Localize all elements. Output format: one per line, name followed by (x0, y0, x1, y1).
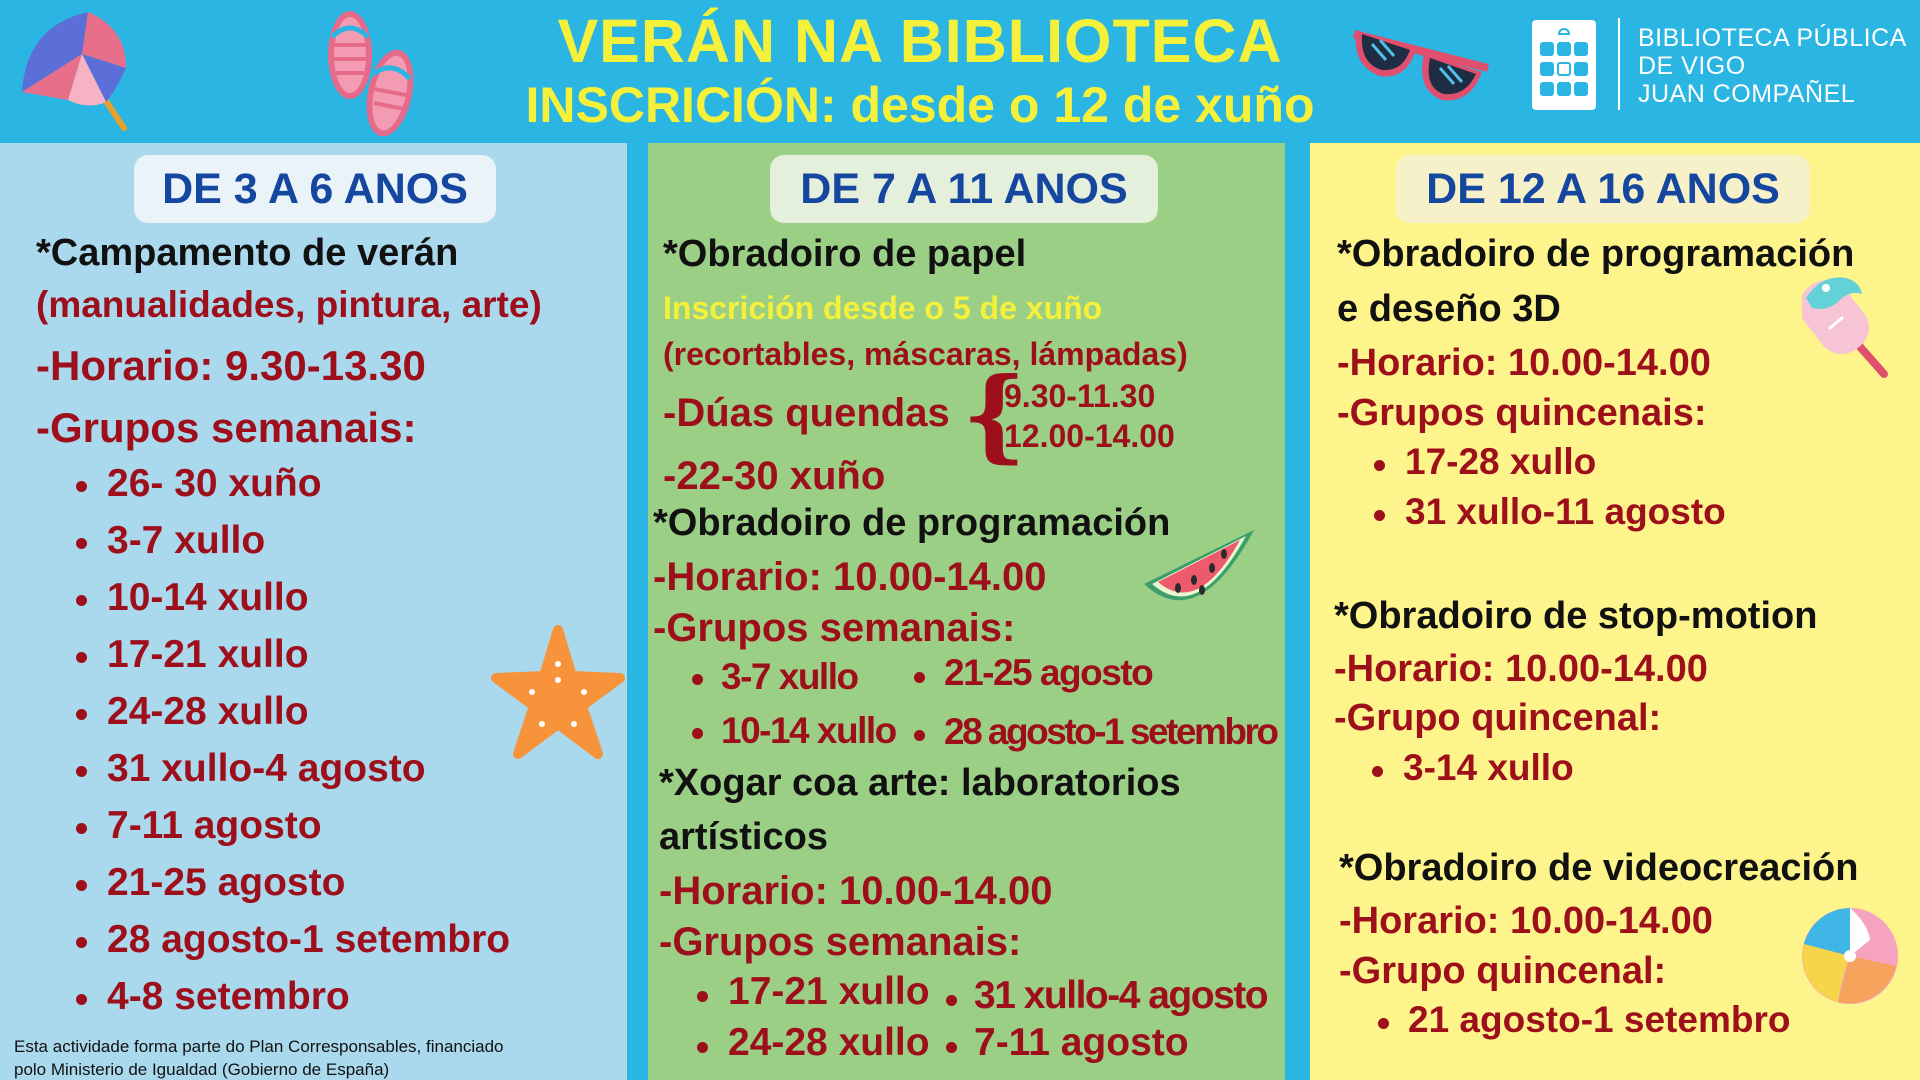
library-name-line: DE VIGO (1638, 52, 1746, 80)
list-item: 7-11 agosto (107, 804, 322, 847)
registration-note: Inscrición desde o 5 de xuño (663, 290, 1103, 326)
list-item: 31 xullo-4 agosto (107, 747, 426, 790)
activity-title: *Obradoiro de stop-motion (1334, 595, 1818, 637)
schedule-text: -Horario: 10.00-14.00 (659, 869, 1053, 913)
list-item: 21-25 agosto (107, 861, 346, 904)
age-badge-3-6: DE 3 A 6 ANOS (134, 155, 496, 223)
session-time: 9.30-11.30 (1004, 378, 1156, 414)
page-title: VERÁN NA BIBLIOTECA (557, 7, 1283, 75)
schedule-text: -Horario: 10.00-14.00 (1334, 648, 1708, 690)
activity-title: *Campamento de verán (36, 232, 459, 274)
library-name-line: BIBLIOTECA PÚBLICA (1638, 24, 1907, 52)
groups-heading: -Grupos semanais: (653, 606, 1016, 650)
bullet (76, 994, 87, 1005)
sunglasses-icon (1350, 10, 1492, 110)
activity-title: *Obradoiro de papel (663, 233, 1027, 275)
bullet (1374, 510, 1385, 521)
footnote-line: Esta actividade forma parte do Plan Corresponsables, financiado (14, 1037, 504, 1056)
bullet (76, 652, 87, 663)
library-name-line: JUAN COMPAÑEL (1638, 80, 1856, 108)
groups-heading: -Grupos semanais: (36, 404, 417, 451)
library-name (1638, 24, 1907, 108)
footnote-line: polo Ministerio de Igualdad (Gobierno de España) (14, 1060, 390, 1079)
bullet (1378, 1018, 1389, 1029)
list-item: 24-28 xullo (728, 1021, 930, 1064)
list-item: 28 agosto-1 setembro (944, 711, 1277, 752)
schedule-text: -Horario: 10.00-14.00 (1339, 900, 1713, 942)
footnote (14, 1035, 504, 1080)
popsicle-icon (1802, 272, 1894, 380)
list-item: 3-14 xullo (1403, 747, 1574, 788)
groups-heading: -Grupo quincenal: (1339, 950, 1667, 992)
brace-icon: { (962, 355, 1027, 473)
beach-umbrella-icon (16, 6, 142, 134)
bullet (914, 730, 925, 741)
header-banner (0, 0, 1920, 143)
bullet (697, 1042, 708, 1053)
logo-divider (1618, 18, 1620, 110)
activity-detail: (recortables, máscaras, lámpadas) (663, 336, 1188, 372)
starfish-icon (488, 624, 628, 764)
beach-ball-icon (1798, 904, 1902, 1008)
list-item: 26- 30 xuño (107, 462, 322, 505)
bullet (914, 672, 925, 683)
flip-flops-icon (322, 5, 422, 143)
groups-heading: -Grupos quincenais: (1337, 392, 1707, 434)
bullet (76, 709, 87, 720)
bullet (946, 995, 957, 1006)
groups-heading: -Grupos semanais: (659, 920, 1022, 964)
bullet (76, 595, 87, 606)
activity-title-cont: artísticos (659, 816, 828, 858)
bullet (946, 1042, 957, 1053)
schedule-text: -Horario: 9.30-13.30 (36, 342, 426, 389)
list-item: 21 agosto-1 setembro (1408, 999, 1791, 1040)
bullet (76, 937, 87, 948)
age-badge-12-16: DE 12 A 16 ANOS (1396, 155, 1810, 223)
bullet (76, 823, 87, 834)
list-item: 31 xullo-4 agosto (974, 974, 1268, 1017)
bullet (1372, 766, 1383, 777)
activity-detail: (manualidades, pintura, arte) (36, 284, 542, 325)
bullet (692, 674, 703, 685)
activity-title: *Obradoiro de programación (1337, 233, 1855, 275)
schedule-text: -Horario: 10.00-14.00 (1337, 342, 1711, 384)
list-item: 3-7 xullo (107, 519, 266, 562)
list-item: 17-21 xullo (107, 633, 309, 676)
list-item: 28 agosto-1 setembro (107, 918, 511, 961)
activity-title: *Xogar coa arte: laboratorios (659, 762, 1181, 804)
age-badge-7-11: DE 7 A 11 ANOS (770, 155, 1158, 223)
list-item: 31 xullo-11 agosto (1405, 491, 1726, 532)
bullet (76, 481, 87, 492)
activity-title-cont: e deseño 3D (1337, 288, 1561, 330)
bullet (76, 880, 87, 891)
galicia-coat-of-arms-icon (1532, 20, 1596, 110)
session-time: 12.00-14.00 (1004, 418, 1175, 454)
bullet (697, 991, 708, 1002)
registration-subtitle: INSCRICIÓN: desde o 12 de xuño (525, 77, 1315, 133)
bullet (1374, 460, 1385, 471)
list-item: 4-8 setembro (107, 975, 350, 1018)
list-item: 24-28 xullo (107, 690, 309, 733)
list-item: 21-25 agosto (944, 652, 1153, 693)
list-item: 10-14 xullo (721, 710, 896, 751)
activity-title: *Obradoiro de videocreación (1339, 847, 1859, 889)
list-item: 3-7 xullo (721, 656, 858, 697)
bullet (76, 538, 87, 549)
bullet (692, 728, 703, 739)
watermelon-icon (1138, 524, 1260, 620)
list-item: 17-21 xullo (728, 970, 930, 1013)
activity-dates: -22-30 xuño (663, 454, 886, 498)
activity-title: *Obradoiro de programación (653, 502, 1171, 544)
list-item: 17-28 xullo (1405, 441, 1597, 482)
list-item: 10-14 xullo (107, 576, 309, 619)
groups-heading: -Grupo quincenal: (1334, 697, 1662, 739)
bullet (76, 766, 87, 777)
list-item: 7-11 agosto (974, 1021, 1189, 1064)
sessions-label: -Dúas quendas (663, 391, 950, 435)
schedule-text: -Horario: 10.00-14.00 (653, 555, 1047, 599)
